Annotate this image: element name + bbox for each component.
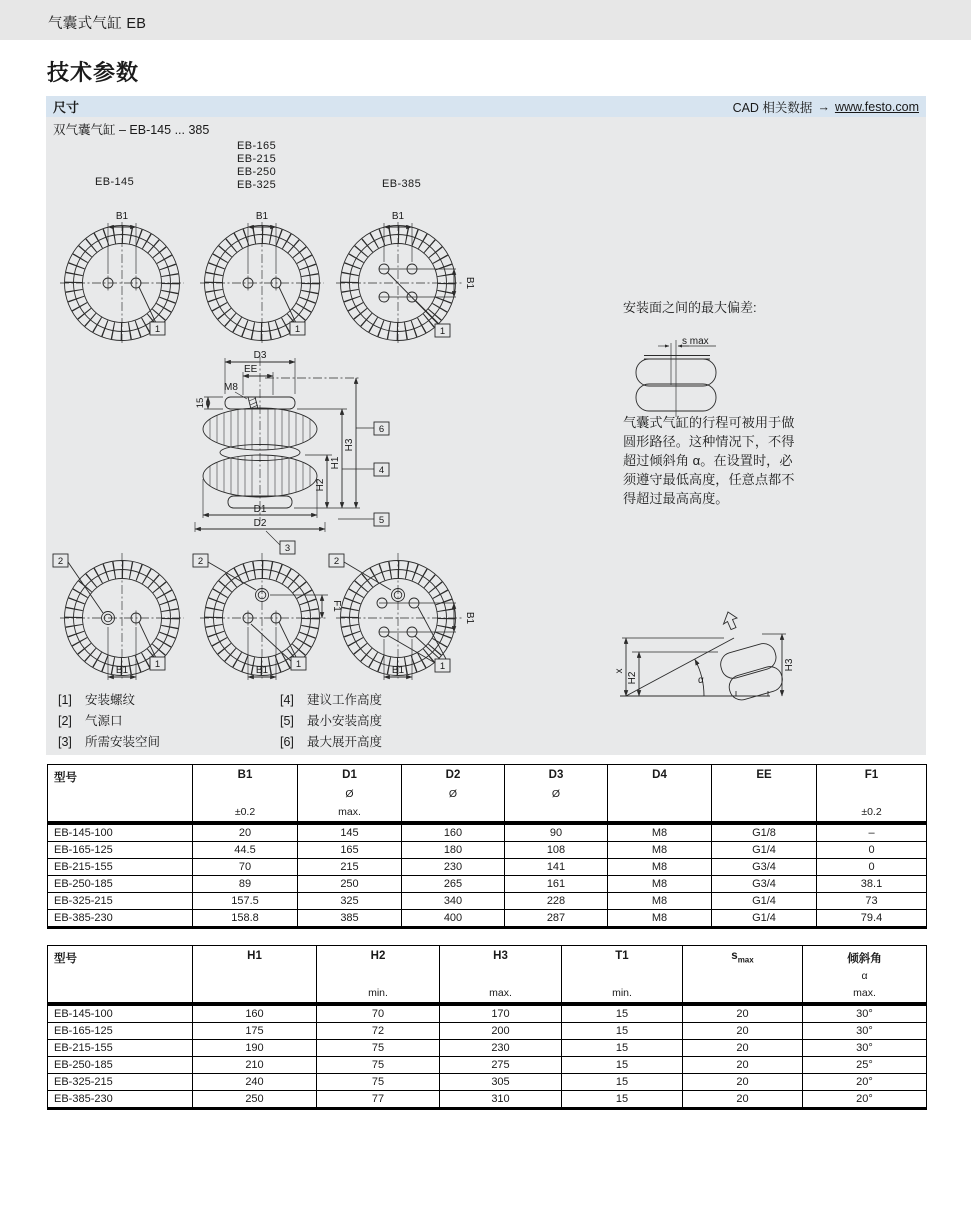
table-row <box>48 842 927 859</box>
callout-1 <box>435 659 450 672</box>
cell: 30° <box>803 1023 927 1040</box>
cell: 72 <box>317 1023 440 1040</box>
model-label-eb145: EB-145 <box>95 176 135 188</box>
column-header-d2: D2 Ø <box>402 765 505 824</box>
dim-b1-label: B1 <box>391 665 405 676</box>
model-label-eb325: EB-325 <box>237 179 277 191</box>
cell-model: EB-145-100 <box>48 1004 193 1023</box>
dim-d3-label: D3 <box>253 350 267 361</box>
legend-item-2: [2] 气源口 <box>58 714 123 728</box>
cell: G1/4 <box>712 893 817 910</box>
callout-4 <box>374 463 389 476</box>
column-header-smax: $s_{max}$ <box>683 946 803 1005</box>
callout-2 <box>329 554 344 567</box>
callout-1 <box>290 322 305 335</box>
model-label-group <box>237 140 276 192</box>
table-row <box>48 1057 927 1074</box>
cell: 0 <box>817 859 927 876</box>
cell: – <box>817 823 927 842</box>
table-row <box>48 859 927 876</box>
cell: 20 <box>683 1040 803 1057</box>
dim-h2-label: H2 <box>627 671 638 685</box>
cad-data-line <box>733 98 919 116</box>
callout-2 <box>193 554 208 567</box>
svg-text:2: 2 <box>57 556 64 567</box>
model-label-eb385: EB-385 <box>382 178 422 190</box>
cell: 305 <box>440 1074 562 1091</box>
flange-top-view-eb165-325 <box>187 198 337 348</box>
page-header-band <box>0 0 971 40</box>
cell: M8 <box>608 876 712 893</box>
cell: 230 <box>440 1040 562 1057</box>
model-label-eb165: EB-165 <box>237 140 277 152</box>
callout-1 <box>435 324 450 337</box>
note-paragraph <box>623 413 833 508</box>
cell: 200 <box>440 1023 562 1040</box>
cell: 30° <box>803 1004 927 1023</box>
cell: 158.8 <box>193 910 298 928</box>
table-row <box>48 1074 927 1091</box>
callout-6 <box>374 422 389 435</box>
svg-text:1: 1 <box>439 661 446 672</box>
variant-subtitle: 双气囊气缸 – EB-145 ... 385 <box>46 117 926 137</box>
svg-text:2: 2 <box>197 556 204 567</box>
cell: 38.1 <box>817 876 927 893</box>
model-label-eb215: EB-215 <box>237 153 277 165</box>
column-header-d1: D1 Ø max. <box>298 765 402 824</box>
cell: 20 <box>683 1023 803 1040</box>
cell: 75 <box>317 1040 440 1057</box>
dim-b1-label: B1 <box>255 211 269 222</box>
dim-b1-label: B1 <box>115 665 129 676</box>
dim-b1-label: B1 <box>391 211 405 222</box>
cell-model: EB-325-215 <box>48 893 193 910</box>
table-row <box>48 1040 927 1057</box>
dim-b1-label: B1 <box>115 211 129 222</box>
column-header-model: 型号 <box>48 946 193 1005</box>
column-header-b1: B1 ±0.2 <box>193 765 298 824</box>
dim-d1-label: D1 <box>253 504 267 515</box>
cell: 400 <box>402 910 505 928</box>
cell: 15 <box>562 1091 683 1109</box>
cell: 75 <box>317 1074 440 1091</box>
cell: 265 <box>402 876 505 893</box>
product-title: 气囊式气缸 EB <box>48 16 147 32</box>
cell: 44.5 <box>193 842 298 859</box>
cell: 15 <box>562 1023 683 1040</box>
cell-model: EB-165-125 <box>48 1023 193 1040</box>
cell: 73 <box>817 893 927 910</box>
dim-h1-label: H1 <box>330 456 341 470</box>
cell: 70 <box>193 859 298 876</box>
column-header-f1: F1 ±0.2 <box>817 765 927 824</box>
cell: 240 <box>193 1074 317 1091</box>
cell: 170 <box>440 1004 562 1023</box>
flange-bottom-view-eb165-325 <box>187 533 342 683</box>
cell: 175 <box>193 1023 317 1040</box>
cell-model: EB-165-125 <box>48 842 193 859</box>
dim-h2-label: H2 <box>315 478 326 492</box>
svg-text:5: 5 <box>378 515 385 526</box>
cell: 77 <box>317 1091 440 1109</box>
max-offset-title: 安装面之间的最大偏差: <box>623 300 757 315</box>
cell: 15 <box>562 1004 683 1023</box>
legend-item-3: [3] 所需安装空间 <box>58 735 161 749</box>
svg-text:6: 6 <box>378 424 385 435</box>
dim-b1-label-vertical: B1 <box>464 276 475 290</box>
table-row <box>48 893 927 910</box>
festo-website-link[interactable]: www.festo.com <box>834 99 919 114</box>
cell: 165 <box>298 842 402 859</box>
s-max-offset-diagram <box>618 335 748 420</box>
flange-top-view-eb145 <box>47 198 197 348</box>
cell: 15 <box>562 1057 683 1074</box>
cell: 20° <box>803 1074 927 1091</box>
cell: G1/4 <box>712 910 817 928</box>
svg-text:3: 3 <box>284 543 291 554</box>
svg-text:1: 1 <box>295 659 302 670</box>
dimensions-table-1 <box>47 764 927 929</box>
cell: 190 <box>193 1040 317 1057</box>
cell: 160 <box>193 1004 317 1023</box>
dimensions-table-2 <box>47 945 927 1110</box>
dim-m8-label: M8 <box>224 382 238 393</box>
callout-1 <box>150 322 165 335</box>
cell: 20 <box>193 823 298 842</box>
dim-smax-label: s max <box>682 336 709 347</box>
dim-h3-label: H3 <box>784 658 795 672</box>
cell: 325 <box>298 893 402 910</box>
cell-model: EB-385-230 <box>48 910 193 928</box>
cell: 145 <box>298 823 402 842</box>
bellows-cross-section <box>190 345 395 560</box>
cell-model: EB-250-185 <box>48 1057 193 1074</box>
note-line: 气囊式气缸的行程可被用于做 <box>623 415 795 430</box>
cell: 160 <box>402 823 505 842</box>
cell: 385 <box>298 910 402 928</box>
cell: 141 <box>505 859 608 876</box>
cell: 180 <box>402 842 505 859</box>
dim-x-label: x <box>614 668 625 674</box>
legend-item-4: [4] 建议工作高度 <box>280 693 383 707</box>
column-header-h2: H2 min. <box>317 946 440 1005</box>
table-row <box>48 823 927 842</box>
table-row <box>48 1004 927 1023</box>
drawing-area <box>46 137 926 755</box>
column-header-h3: H3 max. <box>440 946 562 1005</box>
dimensions-panel <box>46 96 926 755</box>
cell: 20° <box>803 1091 927 1109</box>
cell-model: EB-215-155 <box>48 1040 193 1057</box>
cell: 90 <box>505 823 608 842</box>
legend-item-1: [1] 安装螺纹 <box>58 693 136 707</box>
cell: 20 <box>683 1057 803 1074</box>
cell: 157.5 <box>193 893 298 910</box>
column-header-tilt-angle: 倾斜角 α max. <box>803 946 927 1005</box>
cell: 310 <box>440 1091 562 1109</box>
cell: 108 <box>505 842 608 859</box>
column-header-h1: H1 <box>193 946 317 1005</box>
flange-bottom-view-eb385 <box>323 533 488 683</box>
cell: 30° <box>803 1040 927 1057</box>
callout-2 <box>53 554 68 567</box>
cell: 210 <box>193 1057 317 1074</box>
column-header-d4: D4 <box>608 765 712 824</box>
cell: 15 <box>562 1074 683 1091</box>
table-row <box>48 910 927 928</box>
cell: G1/4 <box>712 842 817 859</box>
cell: 228 <box>505 893 608 910</box>
cell: M8 <box>608 859 712 876</box>
cell: 75 <box>317 1057 440 1074</box>
dim-f1-label: F1 <box>331 600 342 612</box>
callout-1 <box>291 657 306 670</box>
svg-text:1: 1 <box>154 324 161 335</box>
cell-model: EB-325-215 <box>48 1074 193 1091</box>
table-header-row <box>48 946 927 1005</box>
cell: G1/8 <box>712 823 817 842</box>
dim-ee-label: EE <box>244 364 258 375</box>
column-header-ee: EE <box>712 765 817 824</box>
note-line: 得超过最高高度。 <box>623 491 729 506</box>
cell: 20 <box>683 1091 803 1109</box>
cell-model: EB-250-185 <box>48 876 193 893</box>
dim-15-label: 15 <box>195 397 206 409</box>
svg-text:1: 1 <box>294 324 301 335</box>
cell: M8 <box>608 893 712 910</box>
svg-text:1: 1 <box>154 659 161 670</box>
callout-5 <box>374 513 389 526</box>
note-line: 圆形路径。这种情况下，不得 <box>623 434 795 449</box>
cell: G3/4 <box>712 876 817 893</box>
flange-top-view-eb385 <box>323 198 488 348</box>
note-line: 须遵守最低高度，任意点都不 <box>623 472 795 487</box>
cell: M8 <box>608 823 712 842</box>
cell: 250 <box>193 1091 317 1109</box>
dim-d2-label: D2 <box>253 518 267 529</box>
cell-model: EB-145-100 <box>48 823 193 842</box>
dim-alpha-label: α <box>698 675 704 686</box>
dim-h3-label: H3 <box>344 438 355 452</box>
cell: 0 <box>817 842 927 859</box>
cell: 275 <box>440 1057 562 1074</box>
cell: 230 <box>402 859 505 876</box>
dim-b1-label-vertical: B1 <box>464 611 475 625</box>
tilt-angle-diagram <box>612 608 797 708</box>
section-label: 尺寸 <box>53 100 80 115</box>
cell: 250 <box>298 876 402 893</box>
cell: 161 <box>505 876 608 893</box>
page-title: 技术参数 <box>47 60 140 86</box>
legend-item-6: [6] 最大展开高度 <box>280 735 383 749</box>
callout-1 <box>150 657 165 670</box>
cell: 20 <box>683 1074 803 1091</box>
force-arrow-icon <box>724 612 738 630</box>
cell: M8 <box>608 910 712 928</box>
cell: 340 <box>402 893 505 910</box>
arrow-right-icon: → <box>817 99 830 114</box>
table-row <box>48 1023 927 1040</box>
dim-b1-label: B1 <box>255 665 269 676</box>
table-header-row <box>48 765 927 824</box>
cell: 215 <box>298 859 402 876</box>
panel-title-bar <box>46 96 926 117</box>
cell: 79.4 <box>817 910 927 928</box>
note-line: 超过倾斜角 α。在设置时，必 <box>623 453 793 468</box>
column-header-model: 型号 <box>48 765 193 824</box>
cad-data-label: CAD 相关数据 <box>732 100 813 115</box>
table-row <box>48 876 927 893</box>
cell: 15 <box>562 1040 683 1057</box>
model-label-eb250: EB-250 <box>237 166 277 178</box>
svg-text:4: 4 <box>378 465 385 476</box>
svg-text:2: 2 <box>333 556 340 567</box>
cell: G3/4 <box>712 859 817 876</box>
cell: M8 <box>608 842 712 859</box>
cell: 70 <box>317 1004 440 1023</box>
cell: 287 <box>505 910 608 928</box>
column-header-t1: T1 min. <box>562 946 683 1005</box>
cell-model: EB-385-230 <box>48 1091 193 1109</box>
cell: 89 <box>193 876 298 893</box>
svg-text:1: 1 <box>439 326 446 337</box>
table-row <box>48 1091 927 1109</box>
flange-bottom-view-eb145 <box>47 533 197 683</box>
legend-item-5: [5] 最小安装高度 <box>280 714 383 728</box>
cell: 25° <box>803 1057 927 1074</box>
column-header-d3: D3 Ø <box>505 765 608 824</box>
cell: 20 <box>683 1004 803 1023</box>
cell-model: EB-215-155 <box>48 859 193 876</box>
